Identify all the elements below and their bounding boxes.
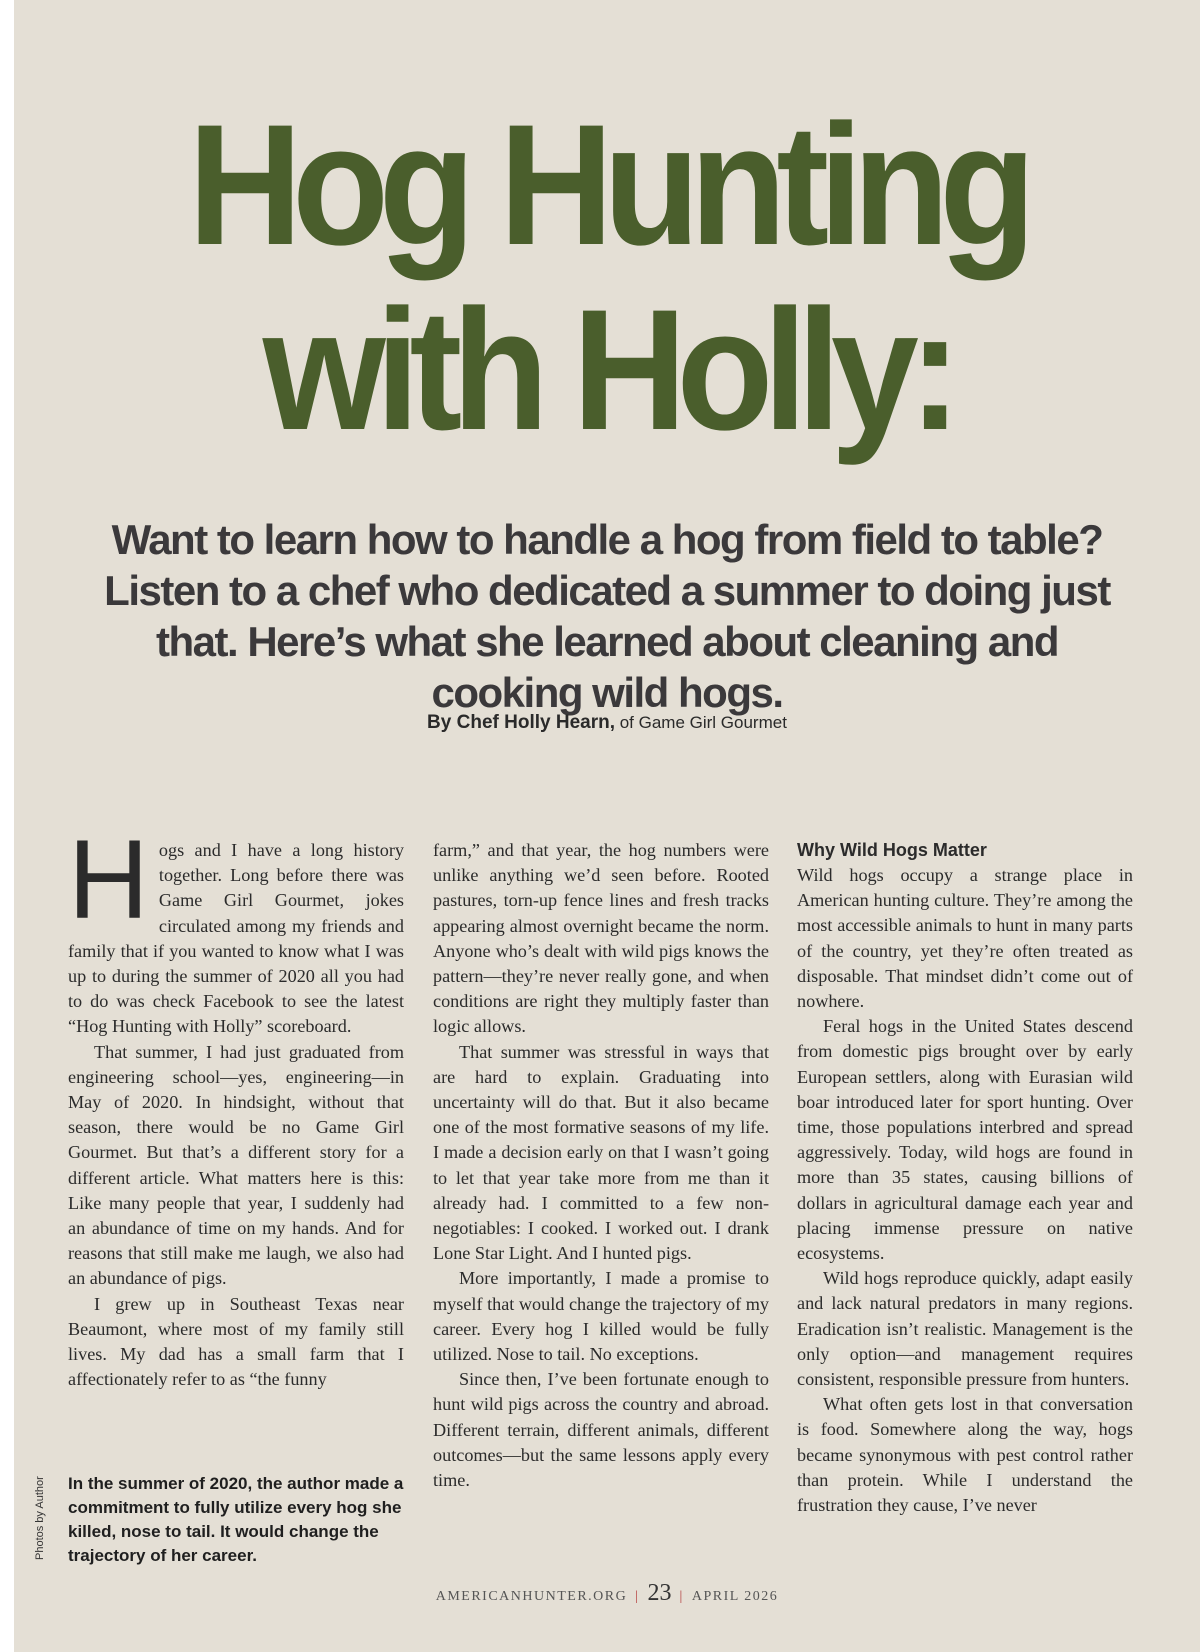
photo-credit: Photos by Author: [34, 1476, 46, 1560]
page-footer: [14, 1580, 1200, 1607]
paragraph: What often gets lost in that conversation is food. Somewhere along the way, hogs became synonymous with pest control rather than protein. While I understand the frustration they cause, I’ve never: [797, 1394, 1133, 1516]
photo-caption: In the summer of 2020, the author made a commitment to fully utilize every hog she killed, nose to tail. It would change the trajectory of her career.: [68, 1474, 404, 1565]
footer-issue: APRIL 2026: [691, 1589, 779, 1604]
paragraph: Wild hogs reproduce quickly, adapt easily and lack natural predators in many regions. Eradication isn’t realistic. Management is the only option—and management requires consistent, responsible pressure from hunters.: [797, 1268, 1133, 1390]
paragraph: Since then, I’ve been fortunate enough to hunt wild pigs across the country and abroad. Different terrain, different animals, different outcomes—but the same lessons apply every time.: [433, 1369, 769, 1491]
paragraph: That summer, I had just graduated from engineering school—yes, engineering—in May of 2020. In hindsight, without that season, there would be no Game Girl Gourmet. But that’s a different story for a different article. What matters here is this: Like many people that year, I suddenly had an abundance of time on my hands. And for reasons that still make me laugh, we also had an abundance of pigs.: [68, 1041, 404, 1289]
paragraph: farm,” and that year, the hog numbers were unlike anything we’d seen before. Rooted pastures, torn-up fence lines and fresh tracks appearing almost overnight became the norm. Anyone who’s dealt with wild pigs knows the pattern—they’re never really gone, and when conditions are right they multiply faster than logic allows.: [433, 840, 769, 1037]
body-column-3: [797, 838, 1133, 1518]
drop-cap: H: [68, 817, 149, 942]
body-column-2: [433, 838, 769, 1493]
paragraph: Wild hogs occupy a strange place in American hunting culture. They’re among the most accessible animals to hunt in many parts of the country, yet they’re often treated as disposable. That mindset didn’t come out of nowhere.: [797, 865, 1133, 1012]
page-number: 23: [647, 1580, 672, 1606]
paragraph: ogs and I have a long history together. Long before there was Game Girl Gourmet, jokes circulated among my friends and family that if you wanted to know what I was up to during the summer of 2020 all you had to do was check Facebook to see the latest “Hog Hunting with Holly” scoreboard.: [68, 840, 404, 1037]
paragraph: More importantly, I made a promise to myself that would change the trajectory of my career. Every hog I killed would be fully utilized. Nose to tail. No exceptions.: [433, 1268, 769, 1365]
paragraph: That summer was stressful in ways that are hard to explain. Graduating into uncertainty will do that. But it also became one of the most formative seasons of my life. I made a decision early on that I wasn’t going to let that year take more from me than it already had. I committed to a few non-negotiables: I cooked. I worked out. I drank Lone Star Light. And I hunted pigs.: [433, 1041, 769, 1264]
byline: [14, 712, 1200, 734]
footer-site: AMERICANHUNTER.ORG: [435, 1589, 628, 1604]
article-deck: Want to learn how to handle a hog from field to table? Listen to a chef who dedicated a summer to doing just that. Here’s what she learned about cleaning and cooking wild hogs.: [104, 516, 1110, 716]
article-title-line-2: with Holly:: [262, 274, 952, 466]
magazine-page: [14, 0, 1200, 1652]
byline-affiliation: of Game Girl Gourmet: [619, 713, 787, 732]
paragraph: Feral hogs in the United States descend from domestic pigs brought over by early European settlers, along with Eurasian wild boar introduced later for sport hunting. Over time, those populations interbred and spread aggressively. Today, wild hogs are found in more than 35 states, causing billions of dollars in agricultural damage each year and placing immense pressure on native ecosystems.: [797, 1016, 1133, 1264]
body-column-1: [68, 817, 404, 1392]
paragraph: I grew up in Southeast Texas near Beaumont, where most of my family still lives. My dad has a small farm that I affectionately refer to as “the funny: [68, 1293, 404, 1390]
footer-divider: |: [679, 1589, 684, 1604]
article-title-line-1: Hog Hunting: [188, 89, 1026, 281]
footer-divider: |: [635, 1589, 640, 1604]
byline-author: By Chef Holly Hearn,: [427, 712, 615, 733]
section-subhead: Why Wild Hogs Matter: [797, 840, 987, 860]
